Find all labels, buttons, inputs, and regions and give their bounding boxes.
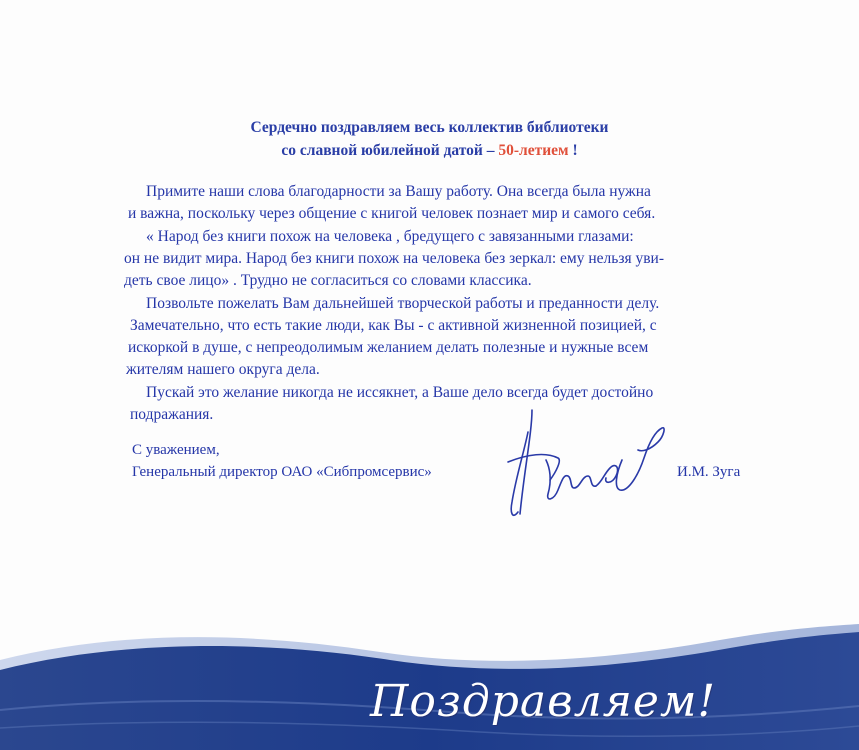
- closing-text: С уважением,: [132, 442, 220, 458]
- heading-line-2: [0, 139, 859, 162]
- body-line: деть свое лицо» . Трудно не согласиться со словами классика.: [124, 272, 532, 289]
- signer-position: Генеральный директор ОАО «Сибпромсервис»: [132, 464, 432, 480]
- body-line: « Народ без книги похож на человека , бредущего с завязанными глазами:: [146, 228, 634, 245]
- body-line: жителям нашего округа дела.: [126, 361, 320, 378]
- signer-name: И.М. Зуга: [677, 464, 741, 480]
- decorative-wave-banner: [0, 600, 859, 750]
- body-line: искоркой в душе, с непреодолимым желанием делать полезные и нужные всем: [128, 339, 649, 356]
- body-line: и важна, поскольку через общение с книгой человек познает мир и самого себя.: [128, 205, 656, 222]
- body-line: Позвольте пожелать Вам дальнейшей творческой работы и преданности делу.: [146, 295, 660, 312]
- body-line: Замечательно, что есть такие люди, как Вы - с активной жизненной позицией, с: [130, 317, 657, 334]
- body-line: подражания.: [130, 406, 214, 423]
- handwritten-signature: [498, 402, 670, 524]
- heading-line-2-prefix: со славной юбилейной датой –: [281, 142, 499, 159]
- body-line: Примите наши слова благодарности за Вашу работу. Она всегда была нужна: [146, 183, 651, 200]
- heading-line-1: Сердечно поздравляем весь коллектив библиотеки: [250, 119, 609, 136]
- body-line: он не видит мира. Народ без книги похож на человека без зеркал: ему нельзя уви-: [124, 250, 664, 267]
- banner-title: Поздравляем!: [370, 676, 717, 727]
- body-line: Пускай это желание никогда не иссякнет, а Ваше дело всегда будет достойно: [146, 384, 654, 401]
- anniversary-accent: 50-летием: [498, 142, 569, 159]
- letter-heading: [0, 116, 859, 162]
- heading-line-2-suffix: !: [568, 142, 578, 159]
